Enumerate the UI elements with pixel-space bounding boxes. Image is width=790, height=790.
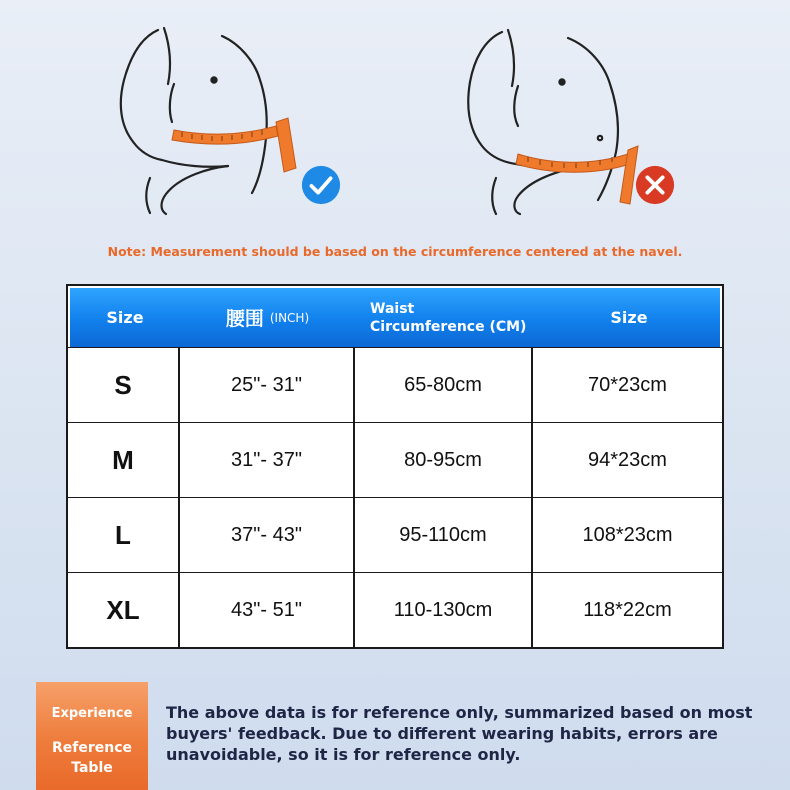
cell-size: M [112, 444, 134, 475]
disclaimer-text: The above data is for reference only, summarized based on most buyers' feedback. Due to different wearing habits, errors are unavoidable, so it is for reference only. [166, 703, 753, 764]
cell-size: L [115, 519, 131, 550]
badge-line3-text: Table [71, 760, 113, 776]
size-table [66, 284, 724, 649]
cell-dim: 108*23cm [531, 498, 722, 572]
check-icon [300, 164, 342, 206]
cell-cm: 80-95cm [353, 423, 531, 497]
correct-measurement-illustration [110, 18, 340, 218]
cross-icon [634, 164, 676, 206]
cell-size: S [114, 369, 132, 400]
table-row [68, 572, 722, 647]
header-waist-line2: Circumference (CM) [370, 318, 527, 335]
cell-dim: 118*22cm [531, 573, 722, 647]
cell-cm: 110-130cm [353, 573, 531, 647]
measurement-note: Note: Measurement should be based on the circumference centered at the navel. [107, 244, 683, 259]
cell-dim: 70*23cm [531, 348, 722, 422]
table-row [68, 497, 722, 572]
table-row [68, 422, 722, 497]
badge-line2-text: Reference [51, 740, 133, 756]
experience-reference-badge [36, 682, 148, 790]
header-size: Size [106, 308, 144, 327]
table-header [70, 288, 720, 347]
cell-dim: 94*23cm [531, 423, 722, 497]
cell-cm: 65-80cm [353, 348, 531, 422]
header-waist [370, 288, 540, 347]
header-inch-unit: (INCH) [269, 310, 310, 325]
wrong-measurement-illustration [460, 18, 690, 218]
header-inch-label: 腰围 [225, 308, 264, 330]
badge-line2 [36, 738, 148, 778]
cell-inch: 25"- 31" [178, 348, 353, 422]
header-waist-line1: Waist [370, 300, 415, 317]
header-dim: Size [610, 308, 648, 327]
cell-inch: 43"- 51" [178, 573, 353, 647]
header-inch [180, 288, 355, 347]
cell-cm: 95-110cm [353, 498, 531, 572]
cell-inch: 37"- 43" [178, 498, 353, 572]
cell-size: XL [106, 594, 140, 625]
badge-line1: Experience [51, 706, 133, 721]
cell-inch: 31"- 37" [178, 423, 353, 497]
table-row [68, 347, 722, 422]
